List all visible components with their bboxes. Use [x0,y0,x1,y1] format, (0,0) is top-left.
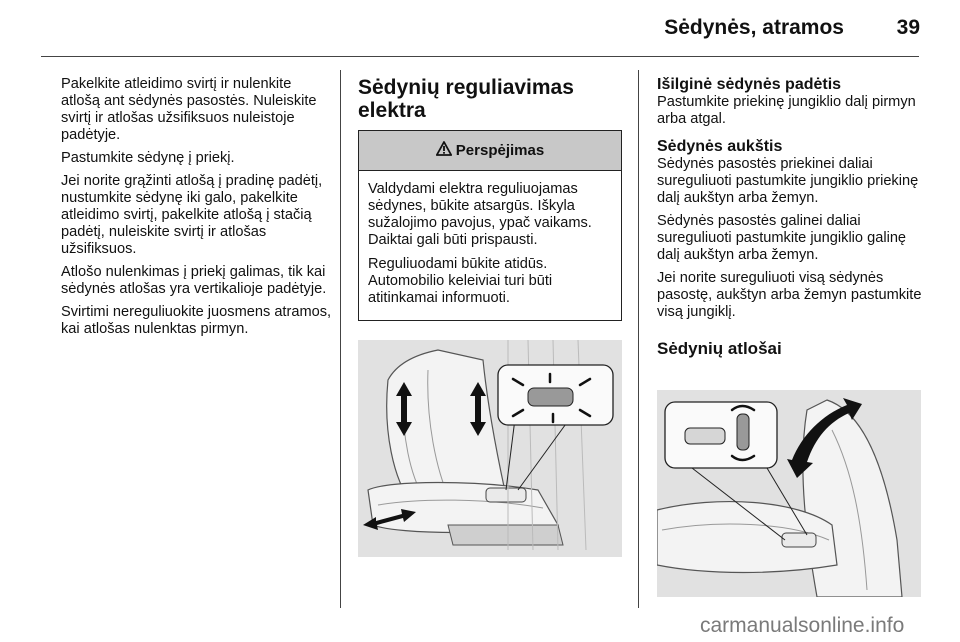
paragraph: Jei norite sureguliuoti visą sėdynės pasostę, aukštyn arba žemyn pastumkite visą jungiklį. [657,270,922,320]
section-heading: Sėdynių reguliavimas elektra [358,76,574,122]
watermark: carmanualsonline.info [700,614,905,637]
paragraph: Svirtimi nereguliuokite juosmens atramos, kai atlošas nulenktas pirmyn. [61,304,332,337]
subsection-heading: Sėdynių atlošai [657,339,782,358]
paragraph: Pastumkite sėdynę į priekį. [61,150,235,166]
header-divider [41,56,919,57]
page-title: Sėdynės, atramos [664,16,844,39]
section-heading: Išilginė sėdynės padėtis [657,76,842,93]
warning-title: Perspėjimas [455,142,545,159]
warning-box [358,130,622,321]
warning-header [359,131,621,171]
paragraph: Pakelkite atleidimo svirtį ir nulenkite atlošą ant sėdynės pasostės. Nuleiskite svirtį ir atlošas užsifiksuos nuleistoje padėtyje. [61,76,317,143]
page-header [0,0,960,62]
paragraph: Sėdynės pasostės galinei daliai sureguliuoti pastumkite jungiklio galinę dalį aukštyn arba žemyn. [657,213,907,263]
paragraph: Pastumkite priekinę jungiklio dalį pirmyn arba atgal. [657,94,916,127]
paragraph: Atlošo nulenkimas į priekį galimas, tik kai sėdynės atlošas yra vertikalioje padėtyje. [61,264,327,297]
section-heading: Sėdynės aukštis [657,138,783,155]
column-left [61,76,333,344]
warning-triangle-icon [436,141,452,161]
warning-paragraph: Valdydami elektra reguliuojamas sėdynes, būkite atsargūs. Iškyla sužalojimo pavojus, ypač vaikams. Daiktai gali būti prispausti. [368,181,592,248]
column-right [657,76,923,366]
seat-adjustment-illustration [358,340,622,557]
warning-body [359,171,621,320]
backrest-adjustment-illustration [657,390,921,597]
warning-paragraph: Reguliuodami būkite atidūs. Automobilio keleiviai turi būti atitinkamai informuoti. [368,256,553,306]
paragraph: Jei norite grąžinti atlošą į pradinę padėtį, nustumkite sėdynę iki galo, pakelkite atleidimo svirtį, pakelkite atlošą į stačią padėtį, nuleiskite svirtį ir atlošas užsifiksuos. [61,173,323,257]
column-divider-right [638,70,639,608]
paragraph: Sėdynės pasostės priekinei daliai sureguliuoti pastumkite jungiklio priekinę dalį aukštyn arba žemyn. [657,156,919,206]
column-divider-left [340,70,341,608]
column-middle [358,76,626,321]
page-number: 39 [896,16,920,39]
